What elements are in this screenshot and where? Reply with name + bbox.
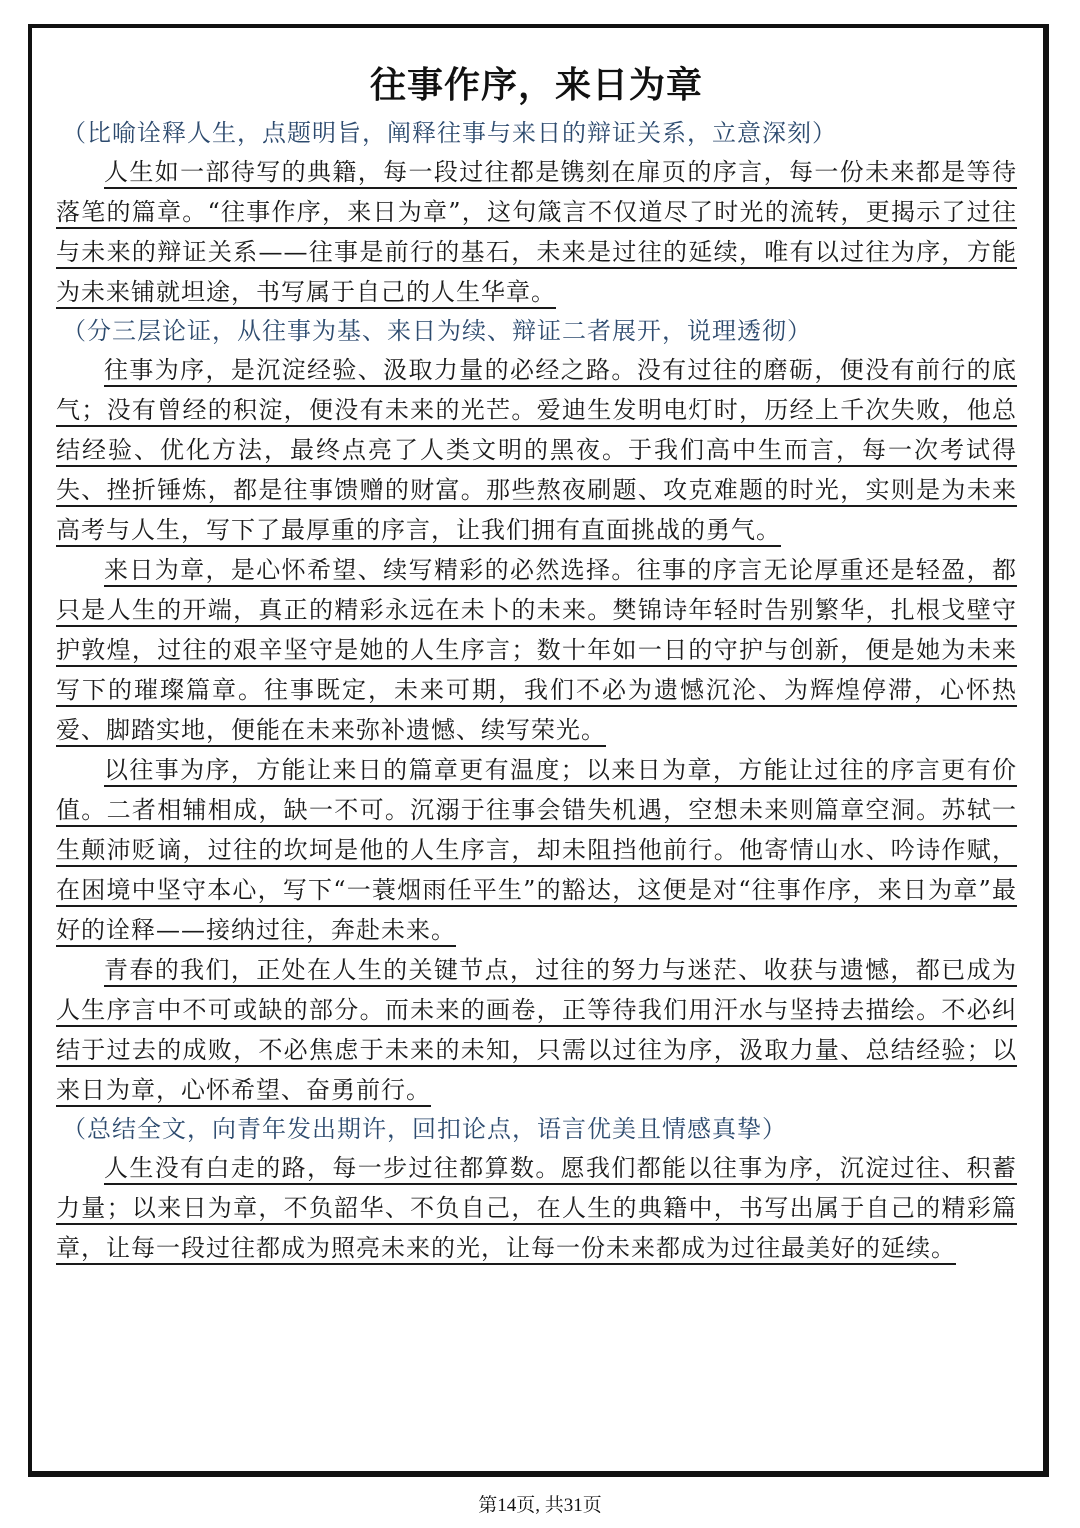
paragraph-text: 来日为章，是心怀希望、续写精彩的必然选择。往事的序言无论厚重还是轻盈，都只是人生的开端，真正的精彩永远在未卜的未来。樊锦诗年轻时告别繁华，扎根戈壁守护敦煌，过往的艰辛坚守是她的人生序言；数十年如一日的守护与创新，便是她为未来写下的璀璨篇章。往事既定，未来可期，我们不必为遗憾沉沦、为辉煌停滞，心怀热爱、脚踏实地，便能在未来弥补遗憾、续写荣光。: [56, 556, 1017, 744]
paragraph-text: 青春的我们，正处在人生的关键节点，过往的努力与迷茫、收获与遗憾，都已成为人生序言中不可或缺的部分。而未来的画卷，正等待我们用汗水与坚持去描绘。不必纠结于过去的成败，不必焦虑于未来的未知，只需以过往为序，汲取力量、总结经验；以来日为章，心怀希望、奋勇前行。: [56, 956, 1017, 1104]
paragraph-text: 以往事为序，方能让来日的篇章更有温度；以来日为章，方能让过往的序言更有价值。二者相辅相成，缺一不可。沉溺于往事会错失机遇，空想未来则篇章空洞。苏轼一生颠沛贬谪，过往的坎坷是他的人生序言，却未阻挡他前行。他寄情山水、吟诗作赋，在困境中坚守本心，写下“一蓑烟雨任平生”的豁达，这便是对“往事作序，来日为章”最好的诠释——接纳过往，奔赴未来。: [56, 756, 1017, 944]
annotation-note: （总结全文，向青年发出期许，回扣论点，语言优美且情感真挚）: [62, 1115, 787, 1143]
paragraph-text: 人生如一部待写的典籍，每一段过往都是镌刻在扉页的序言，每一份未来都是等待落笔的篇章。“往事作序，来日为章”，这句箴言不仅道尽了时光的流转，更揭示了过往与未来的辩证关系——往事是前行的基石，未来是过往的延续，唯有以过往为序，方能为未来铺就坦途，书写属于自己的人生华章。: [56, 158, 1017, 306]
essay-paragraph: [56, 152, 1017, 312]
annotation-note: （分三层论证，从往事为基、来日为续、辩证二者展开，说理透彻）: [62, 317, 812, 345]
paragraph-text: 人生没有白走的路，每一步过往都算数。愿我们都能以往事为序，沉淀过往、积蓄力量；以来日为章，不负韶华、不负自己，在人生的典籍中，书写出属于自己的精彩篇章，让每一段过往都成为照亮未来的光，让每一份未来都成为过往最美好的延续。: [56, 1154, 1017, 1262]
paragraph-text: 往事为序，是沉淀经验、汲取力量的必经之路。没有过往的磨砺，便没有前行的底气；没有曾经的积淀，便没有未来的光芒。爱迪生发明电灯时，历经上千次失败，他总结经验、优化方法，最终点亮了人类文明的黑夜。于我们高中生而言，每一次考试得失、挫折锤炼，都是往事馈赠的财富。那些熬夜刷题、攻克难题的时光，实则是为未来高考与人生，写下了最厚重的序言，让我们拥有直面挑战的勇气。: [56, 356, 1017, 544]
page-frame: [28, 24, 1049, 1477]
essay-paragraph: [56, 950, 1017, 1110]
essay-paragraph: [56, 750, 1017, 950]
essay-paragraph: [56, 1148, 1017, 1268]
essay-paragraph: [56, 550, 1017, 750]
annotation-note: （比喻诠释人生，点题明旨，阐释往事与来日的辩证关系，立意深刻）: [62, 119, 837, 147]
essay-title: 往事作序，来日为章: [369, 65, 703, 106]
essay-paragraph: [56, 350, 1017, 550]
page-number: 第14页, 共31页: [478, 1495, 602, 1516]
